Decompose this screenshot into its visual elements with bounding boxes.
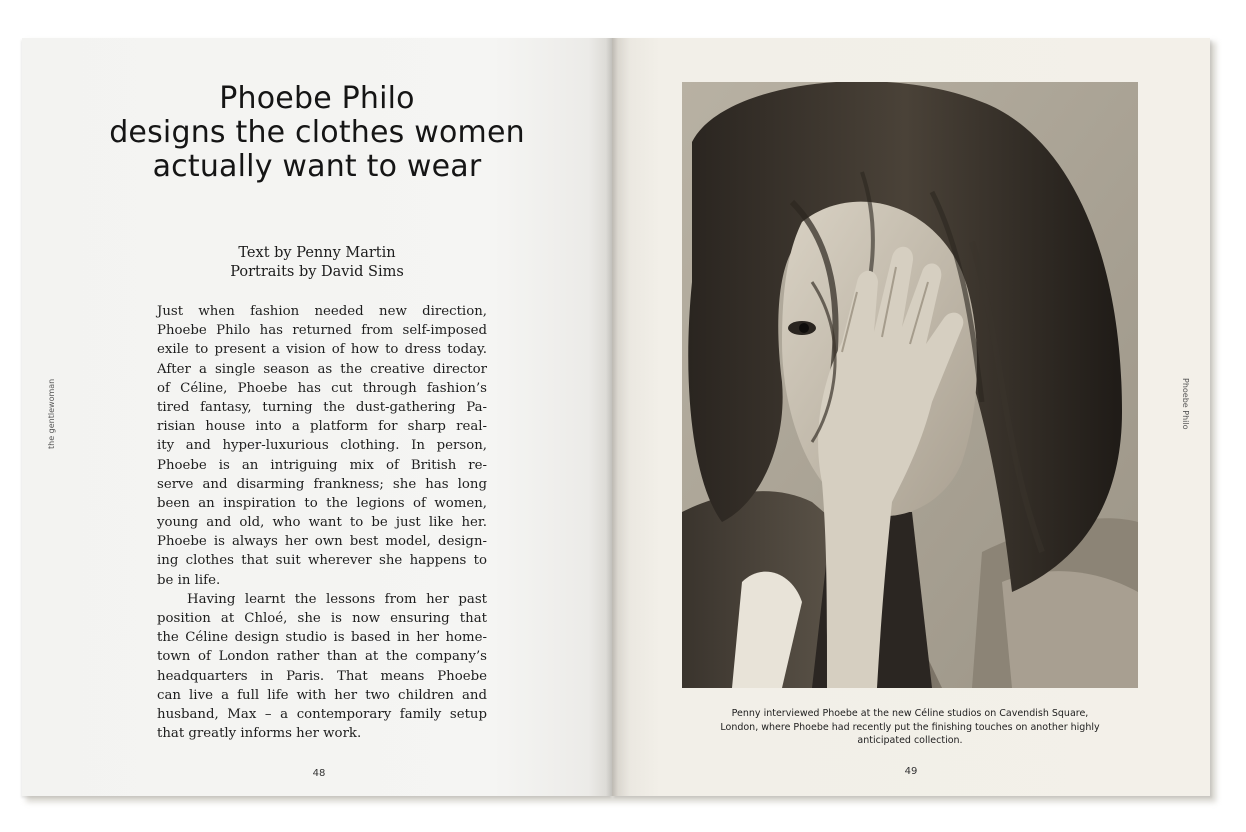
body-line: position at Chloé, she is now ensuring that bbox=[157, 611, 487, 626]
body-line: Just when fashion needed new direction, bbox=[157, 304, 487, 319]
running-head-right-text: Phoebe Philo bbox=[1181, 378, 1190, 430]
article-body bbox=[157, 302, 487, 743]
portraits-credit: Portraits by David Sims bbox=[230, 264, 404, 280]
body-line: Having learnt the lessons from her past bbox=[187, 591, 487, 607]
right-page bbox=[612, 38, 1210, 796]
body-line: be in life. bbox=[157, 572, 221, 588]
article-credits bbox=[22, 244, 612, 282]
body-line: tired fantasy, turning the dust-gathering Pa- bbox=[157, 399, 487, 415]
body-line: After a single season as the creative director bbox=[157, 361, 487, 377]
spread-gutter bbox=[606, 38, 618, 796]
body-line: husband, Max – a contemporary family setup bbox=[157, 706, 487, 722]
body-line: headquarters in Paris. That means Phoebe bbox=[157, 668, 487, 684]
caption-line: London, where Phoebe had recently put the finishing touches on another highly bbox=[720, 721, 1100, 733]
caption-line: anticipated collection. bbox=[857, 735, 963, 746]
body-line: risian house into a platform for sharp real- bbox=[157, 419, 487, 435]
body-line: ity and hyper-luxurious clothing. In person, bbox=[157, 438, 487, 454]
body-line: serve and disarming frankness; she has long bbox=[157, 476, 487, 492]
headline-line: Phoebe Philo bbox=[219, 81, 415, 116]
page-number-left: 48 bbox=[312, 768, 326, 779]
article-headline bbox=[22, 82, 612, 184]
body-line: town of London rather than at the company’s bbox=[157, 649, 487, 665]
body-line: Phoebe is always her own best model, design- bbox=[157, 534, 487, 550]
body-line: of Céline, Phoebe has cut through fashion’s bbox=[157, 380, 487, 396]
photo-caption bbox=[672, 707, 1148, 748]
headline-line: actually want to wear bbox=[152, 149, 482, 184]
portrait-photo bbox=[682, 82, 1138, 688]
body-line: ing clothes that suit wherever she happens to bbox=[157, 553, 487, 569]
body-line: exile to present a vision of how to dress today. bbox=[157, 342, 487, 358]
body-line: Phoebe Philo has returned from self-imposed bbox=[157, 323, 487, 339]
headline-line: designs the clothes women bbox=[109, 115, 525, 150]
text-credit: Text by Penny Martin bbox=[238, 245, 396, 261]
body-line: young and old, who want to be just like her. bbox=[157, 515, 487, 531]
body-line: been an inspiration to the legions of women, bbox=[157, 495, 487, 511]
body-line: that greatly informs her work. bbox=[157, 726, 362, 742]
body-line: can live a full life with her two children and bbox=[157, 687, 487, 703]
portrait-illustration bbox=[682, 82, 1138, 688]
body-line: the Céline design studio is based in her home- bbox=[157, 630, 487, 646]
body-line: Phoebe is an intriguing mix of British re- bbox=[157, 457, 487, 473]
caption-line: Penny interviewed Phoebe at the new Céline studios on Cavendish Square, bbox=[731, 708, 1089, 719]
running-head-left-text: the gentlewoman bbox=[47, 378, 56, 449]
left-page bbox=[22, 38, 612, 796]
page-number-right: 49 bbox=[904, 766, 918, 777]
